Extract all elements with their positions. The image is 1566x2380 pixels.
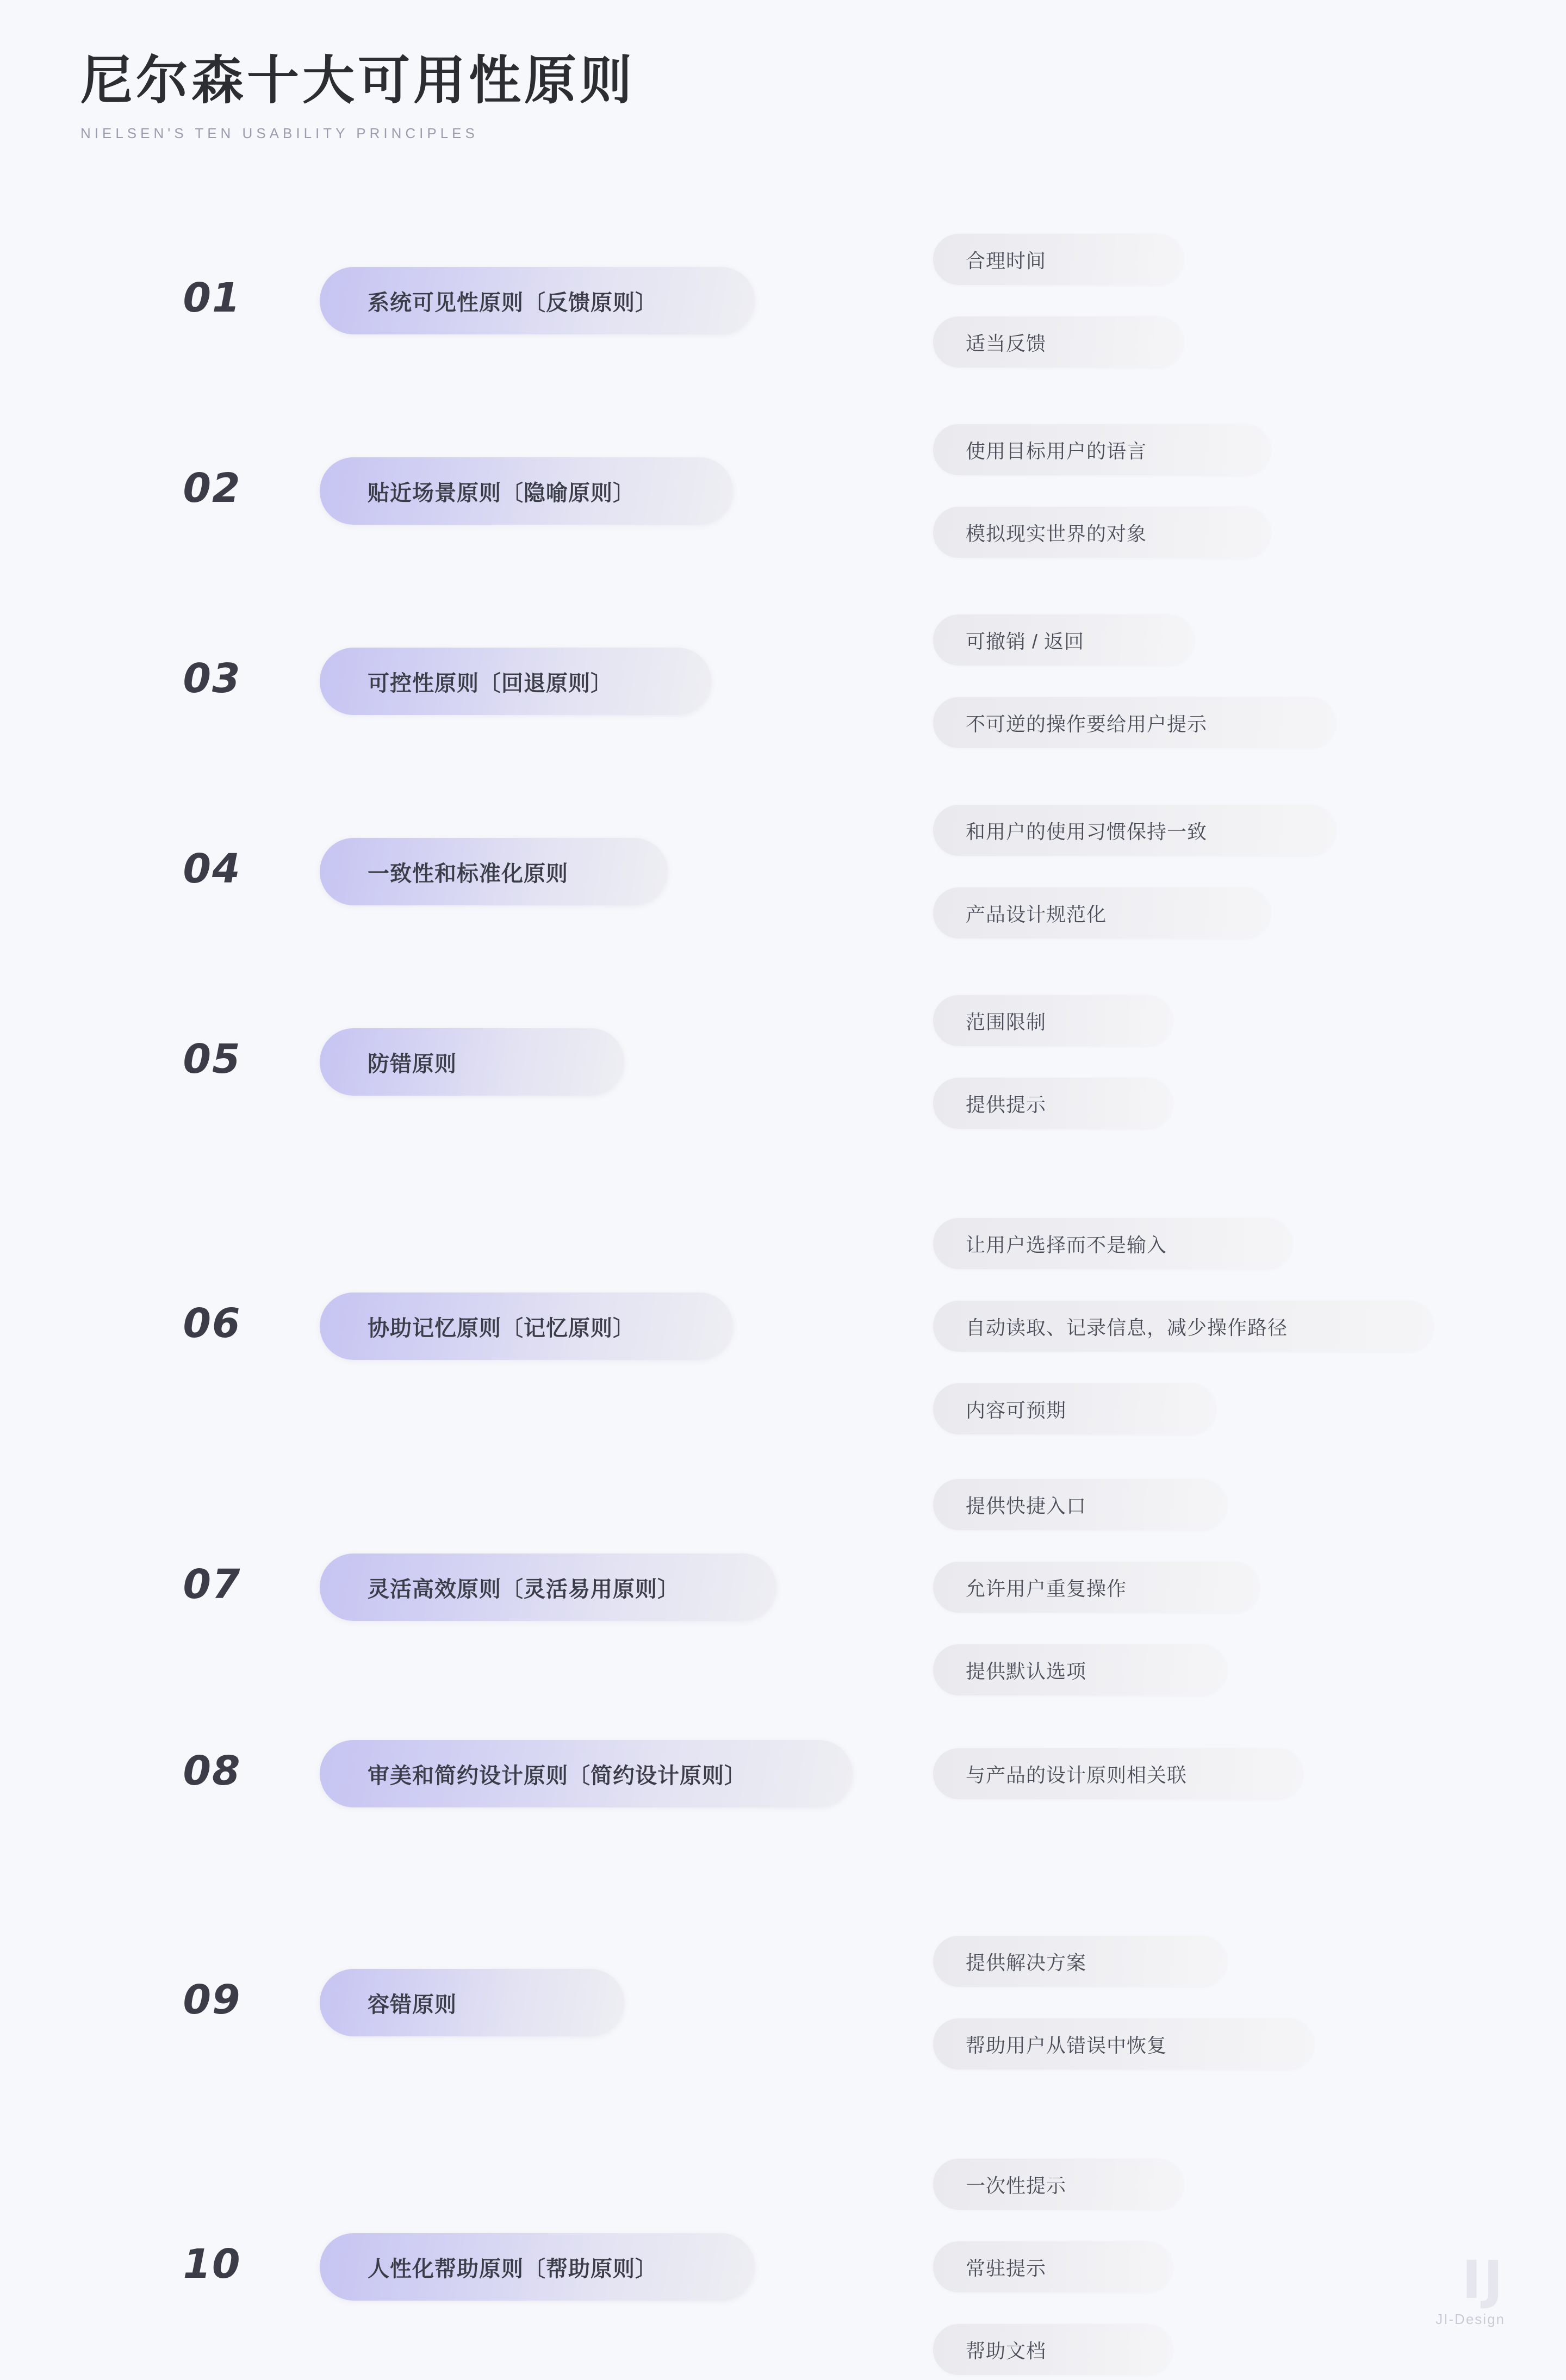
principle-pill[interactable] xyxy=(320,838,668,905)
principle-number: 07 xyxy=(183,1561,241,1608)
watermark-logo: IJ xyxy=(1462,2249,1505,2310)
principle-subitems xyxy=(933,1936,1314,2070)
sub-item-label: 内容可预期 xyxy=(966,1399,1067,1421)
sub-item[interactable] xyxy=(933,1218,1292,1269)
principle-subitems xyxy=(933,234,1183,368)
principle-pill[interactable] xyxy=(320,2233,755,2301)
principle-pill[interactable] xyxy=(320,648,711,715)
principle-pill[interactable] xyxy=(320,267,755,334)
principle-label: 贴近场景原则〔隐喻原则〕 xyxy=(368,481,635,505)
principle-row xyxy=(0,424,1566,558)
sub-item-label: 允许用户重复操作 xyxy=(966,1577,1127,1600)
principle-number: 02 xyxy=(183,465,241,512)
principle-row xyxy=(0,805,1566,939)
sub-item-label: 不可逆的操作要给用户提示 xyxy=(966,712,1208,735)
principle-label: 一致性和标准化原则 xyxy=(368,861,568,886)
sub-item[interactable] xyxy=(933,805,1335,856)
sub-item-label: 可撤销 / 返回 xyxy=(966,630,1085,653)
sub-item-label: 提供默认选项 xyxy=(966,1660,1087,1682)
sub-item[interactable] xyxy=(933,887,1270,939)
principle-row xyxy=(0,614,1566,748)
sub-item[interactable] xyxy=(933,2018,1314,2070)
sub-item-label: 与产品的设计原则相关联 xyxy=(966,1763,1188,1786)
page-header xyxy=(80,52,635,142)
sub-item-label: 适当反馈 xyxy=(966,332,1047,355)
principle-subitems xyxy=(933,614,1335,748)
sub-item-label: 和用户的使用习惯保持一致 xyxy=(966,820,1208,843)
principle-number: 05 xyxy=(183,1036,241,1083)
sub-item[interactable] xyxy=(933,2241,1172,2292)
sub-item-label: 产品设计规范化 xyxy=(966,903,1107,925)
principle-pill[interactable] xyxy=(320,1292,733,1360)
principle-row xyxy=(0,2159,1566,2375)
sub-item-label: 合理时间 xyxy=(966,249,1047,272)
principle-row xyxy=(0,995,1566,1129)
principle-pill[interactable] xyxy=(320,1028,624,1096)
principle-subitems xyxy=(933,424,1270,558)
sub-item[interactable] xyxy=(933,1301,1433,1352)
sub-item-label: 提供快捷入口 xyxy=(966,1494,1087,1517)
principle-number: 01 xyxy=(183,275,241,321)
sub-item-label: 帮助用户从错误中恢复 xyxy=(966,2034,1167,2056)
sub-item[interactable] xyxy=(933,424,1270,475)
principle-label: 系统可见性原则〔反馈原则〕 xyxy=(368,290,657,315)
page-title: 尼尔森十大可用性原则 xyxy=(80,50,635,111)
sub-item-label: 自动读取、记录信息，减少操作路径 xyxy=(966,1316,1288,1339)
principle-row xyxy=(0,1740,1566,1807)
principle-number: 10 xyxy=(183,2241,241,2288)
principle-subitems xyxy=(933,1218,1433,1434)
sub-item[interactable] xyxy=(933,1644,1227,1695)
principle-pill[interactable] xyxy=(320,1740,853,1807)
sub-item[interactable] xyxy=(933,697,1335,748)
sub-item-label: 模拟现实世界的对象 xyxy=(966,522,1147,545)
principle-label: 人性化帮助原则〔帮助原则〕 xyxy=(368,2257,657,2281)
principle-label: 协助记忆原则〔记忆原则〕 xyxy=(368,1316,635,1340)
principle-subitems xyxy=(933,1748,1303,1799)
sub-item[interactable] xyxy=(933,2324,1172,2375)
principle-label: 防错原则 xyxy=(368,1052,457,1076)
principle-label: 可控性原则〔回退原则〕 xyxy=(368,671,613,695)
watermark-label: JI-Design xyxy=(1435,2311,1505,2327)
sub-item-label: 让用户选择而不是输入 xyxy=(966,1233,1167,1256)
principle-number: 09 xyxy=(183,1977,241,2023)
principle-row xyxy=(0,1479,1566,1695)
principle-number: 08 xyxy=(183,1748,241,1794)
principle-pill[interactable] xyxy=(320,1969,624,2036)
principle-number: 03 xyxy=(183,655,241,702)
sub-item[interactable] xyxy=(933,1078,1172,1129)
principle-label: 审美和简约设计原则〔简约设计原则〕 xyxy=(368,1763,747,1788)
principle-number: 04 xyxy=(183,846,241,892)
sub-item[interactable] xyxy=(933,1562,1259,1613)
sub-item-label: 一次性提示 xyxy=(966,2174,1067,2197)
principle-number: 06 xyxy=(183,1300,241,1347)
sub-item[interactable] xyxy=(933,995,1172,1046)
principle-subitems xyxy=(933,995,1172,1129)
principle-row xyxy=(0,1936,1566,2070)
sub-item-label: 提供提示 xyxy=(966,1093,1047,1116)
sub-item[interactable] xyxy=(933,614,1194,666)
principle-subitems xyxy=(933,2159,1183,2375)
principle-pill[interactable] xyxy=(320,457,733,525)
sub-item[interactable] xyxy=(933,507,1270,558)
sub-item[interactable] xyxy=(933,1383,1216,1434)
watermark xyxy=(1435,2249,1505,2328)
principle-row xyxy=(0,1218,1566,1434)
sub-item[interactable] xyxy=(933,234,1183,285)
sub-item-label: 使用目标用户的语言 xyxy=(966,439,1147,462)
sub-item-label: 常驻提示 xyxy=(966,2257,1047,2279)
sub-item-label: 提供解决方案 xyxy=(966,1951,1087,1974)
sub-item-label: 帮助文档 xyxy=(966,2339,1047,2362)
sub-item[interactable] xyxy=(933,1479,1227,1530)
principle-pill[interactable] xyxy=(320,1553,776,1621)
sub-item-label: 范围限制 xyxy=(966,1010,1047,1033)
principle-subitems xyxy=(933,1479,1259,1695)
sub-item[interactable] xyxy=(933,1936,1227,1987)
page-subtitle: NIELSEN'S TEN USABILITY PRINCIPLES xyxy=(80,125,478,141)
sub-item[interactable] xyxy=(933,2159,1183,2210)
principle-subitems xyxy=(933,805,1335,939)
sub-item[interactable] xyxy=(933,1748,1303,1799)
principle-row xyxy=(0,234,1566,368)
principle-label: 容错原则 xyxy=(368,1992,457,2017)
principle-label: 灵活高效原则〔灵活易用原则〕 xyxy=(368,1577,680,1601)
sub-item[interactable] xyxy=(933,316,1183,368)
